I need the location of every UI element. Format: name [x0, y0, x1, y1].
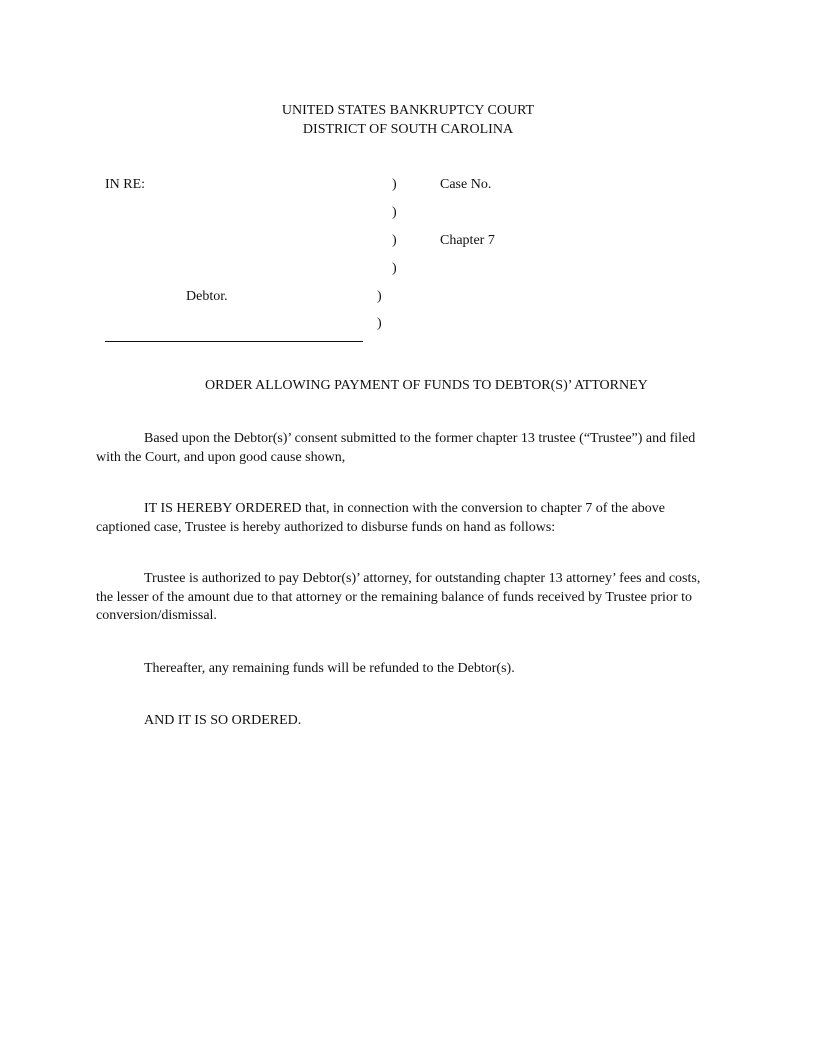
caption-paren: ) — [377, 289, 382, 304]
caption-paren: ) — [392, 233, 397, 248]
body-paragraph: Trustee is authorized to pay Debtor(s)’ attorney, for outstanding chapter 13 attorney’ fees and costs, the lesser of the amount due to that attorney or the remaining balance of funds received by Trustee prior to conversion/dismissal. — [96, 571, 701, 623]
district-name: DISTRICT OF SOUTH CAROLINA — [302, 122, 514, 137]
so-ordered: AND IT IS SO ORDERED. — [144, 713, 302, 728]
in-re-label: IN RE: — [105, 177, 146, 192]
order-title: ORDER ALLOWING PAYMENT OF FUNDS TO DEBTOR(S)’ ATTORNEY — [205, 378, 648, 393]
body-paragraph: Thereafter, any remaining funds will be refunded to the Debtor(s). — [144, 661, 515, 676]
debtor-label: Debtor. — [186, 289, 228, 304]
caption-paren: ) — [392, 205, 397, 220]
caption-paren: ) — [377, 316, 382, 331]
caption-divider — [105, 341, 363, 342]
body-paragraph: Based upon the Debtor(s)’ consent submitted to the former chapter 13 trustee (“Trustee”) and filed with the Court, and upon good cause shown, — [96, 431, 696, 465]
caption-paren: ) — [392, 177, 397, 192]
case-number-label: Case No. — [440, 177, 492, 192]
court-name: UNITED STATES BANKRUPTCY COURT — [281, 103, 535, 118]
body-paragraph: IT IS HEREBY ORDERED that, in connection with the conversion to chapter 7 of the above captioned case, Trustee is hereby authorized to disburse funds on hand as follows: — [96, 501, 666, 535]
caption-paren: ) — [392, 261, 397, 276]
chapter-label: Chapter 7 — [440, 233, 495, 248]
